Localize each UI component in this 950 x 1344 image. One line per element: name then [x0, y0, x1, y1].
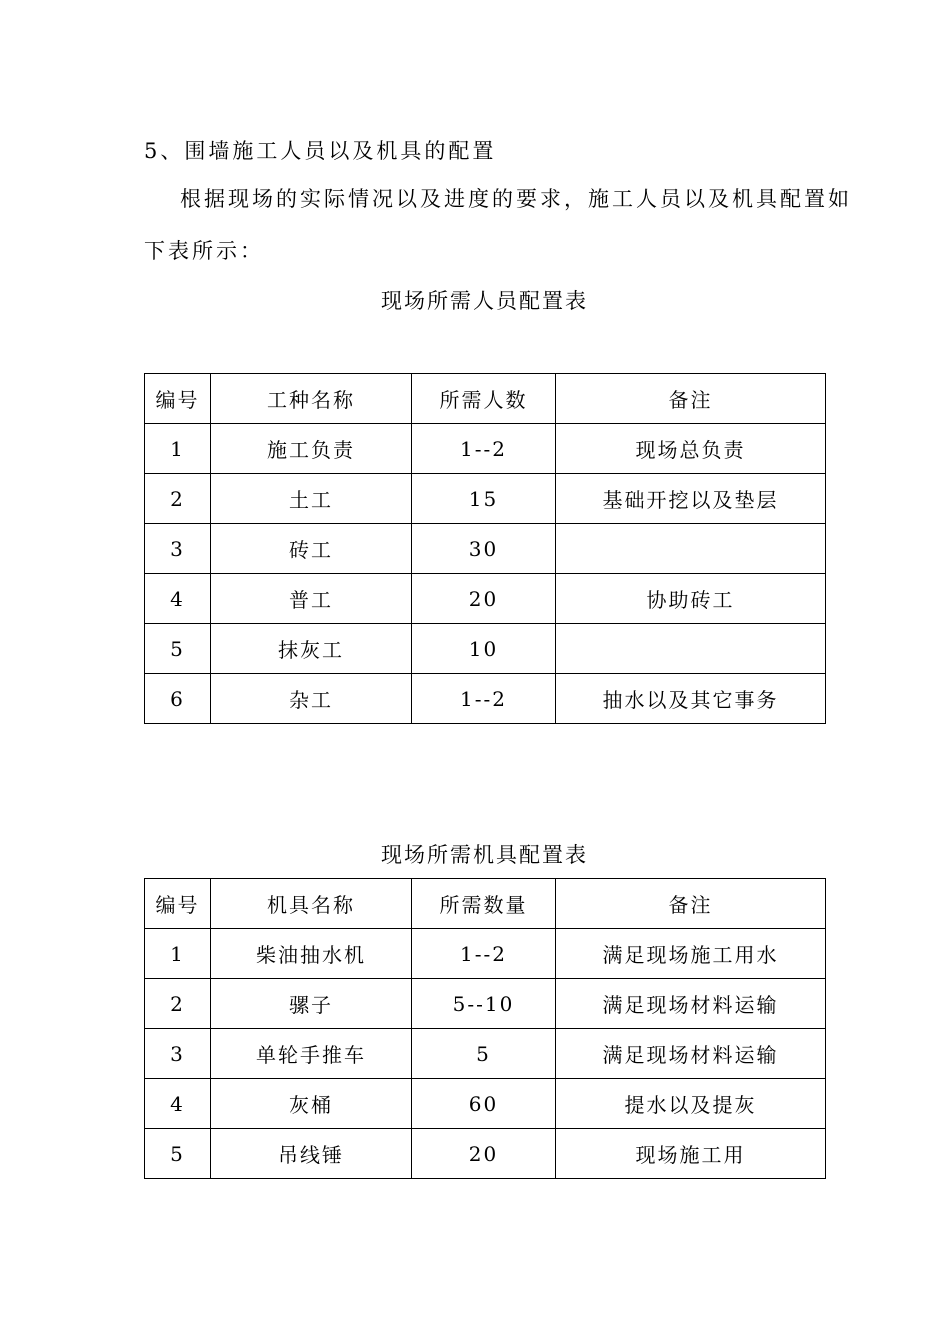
cell-remark: 协助砖工: [556, 574, 826, 624]
cell-remark: 提水以及提灰: [556, 1079, 826, 1129]
cell-remark: 满足现场材料运输: [556, 979, 826, 1029]
cell-count: 10: [412, 624, 556, 674]
table-row: [145, 1079, 826, 1129]
cell-count: 30: [412, 524, 556, 574]
table-row: [145, 524, 826, 574]
cell-trade: 施工负责: [211, 424, 412, 474]
header-cell-trade: 工种名称: [211, 374, 412, 424]
table-header-row: [145, 374, 826, 424]
cell-trade: 普工: [211, 574, 412, 624]
header-cell-remark: 备注: [556, 879, 826, 929]
section-heading: 5、围墙施工人员以及机具的配置: [144, 139, 497, 163]
table-row: [145, 674, 826, 724]
cell-remark: 满足现场材料运输: [556, 1029, 826, 1079]
paragraph-line-1: 根据现场的实际情况以及进度的要求，施工人员以及机具配置如: [180, 187, 852, 211]
cell-equipment: 灰桶: [211, 1079, 412, 1129]
cell-count: 1--2: [412, 674, 556, 724]
cell-equipment: 柴油抽水机: [211, 929, 412, 979]
header-cell-number: 编号: [145, 374, 211, 424]
cell-number: 4: [145, 574, 211, 624]
cell-trade: 杂工: [211, 674, 412, 724]
header-cell-number: 编号: [145, 879, 211, 929]
table-row: [145, 979, 826, 1029]
table-row: [145, 624, 826, 674]
cell-number: 6: [145, 674, 211, 724]
table-row: [145, 574, 826, 624]
cell-quantity: 1--2: [412, 929, 556, 979]
cell-count: 20: [412, 574, 556, 624]
cell-trade: 砖工: [211, 524, 412, 574]
table-header-row: [145, 879, 826, 929]
cell-count: 15: [412, 474, 556, 524]
table-row: [145, 474, 826, 524]
cell-equipment: 单轮手推车: [211, 1029, 412, 1079]
cell-remark: [556, 624, 826, 674]
cell-number: 5: [145, 1129, 211, 1179]
cell-count: 1--2: [412, 424, 556, 474]
paragraph-line-2: 下表所示：: [144, 239, 264, 263]
table-row: [145, 929, 826, 979]
header-cell-equipment: 机具名称: [211, 879, 412, 929]
cell-remark: 现场施工用: [556, 1129, 826, 1179]
equipment-table: [144, 878, 826, 1179]
cell-number: 1: [145, 424, 211, 474]
cell-equipment: 骡子: [211, 979, 412, 1029]
cell-quantity: 20: [412, 1129, 556, 1179]
cell-quantity: 5--10: [412, 979, 556, 1029]
table-row: [145, 424, 826, 474]
cell-trade: 抹灰工: [211, 624, 412, 674]
cell-number: 5: [145, 624, 211, 674]
cell-number: 4: [145, 1079, 211, 1129]
personnel-table-caption: 现场所需人员配置表: [381, 289, 588, 313]
header-cell-quantity: 所需数量: [412, 879, 556, 929]
cell-trade: 土工: [211, 474, 412, 524]
equipment-table-caption: 现场所需机具配置表: [381, 843, 588, 867]
cell-equipment: 吊线锤: [211, 1129, 412, 1179]
cell-remark: [556, 524, 826, 574]
cell-remark: 基础开挖以及垫层: [556, 474, 826, 524]
cell-quantity: 5: [412, 1029, 556, 1079]
cell-number: 1: [145, 929, 211, 979]
cell-number: 2: [145, 474, 211, 524]
cell-number: 2: [145, 979, 211, 1029]
cell-remark: 满足现场施工用水: [556, 929, 826, 979]
table-row: [145, 1129, 826, 1179]
header-cell-remark: 备注: [556, 374, 826, 424]
header-cell-count: 所需人数: [412, 374, 556, 424]
personnel-table: [144, 373, 826, 724]
cell-remark: 现场总负责: [556, 424, 826, 474]
cell-remark: 抽水以及其它事务: [556, 674, 826, 724]
cell-number: 3: [145, 1029, 211, 1079]
table-row: [145, 1029, 826, 1079]
cell-quantity: 60: [412, 1079, 556, 1129]
cell-number: 3: [145, 524, 211, 574]
